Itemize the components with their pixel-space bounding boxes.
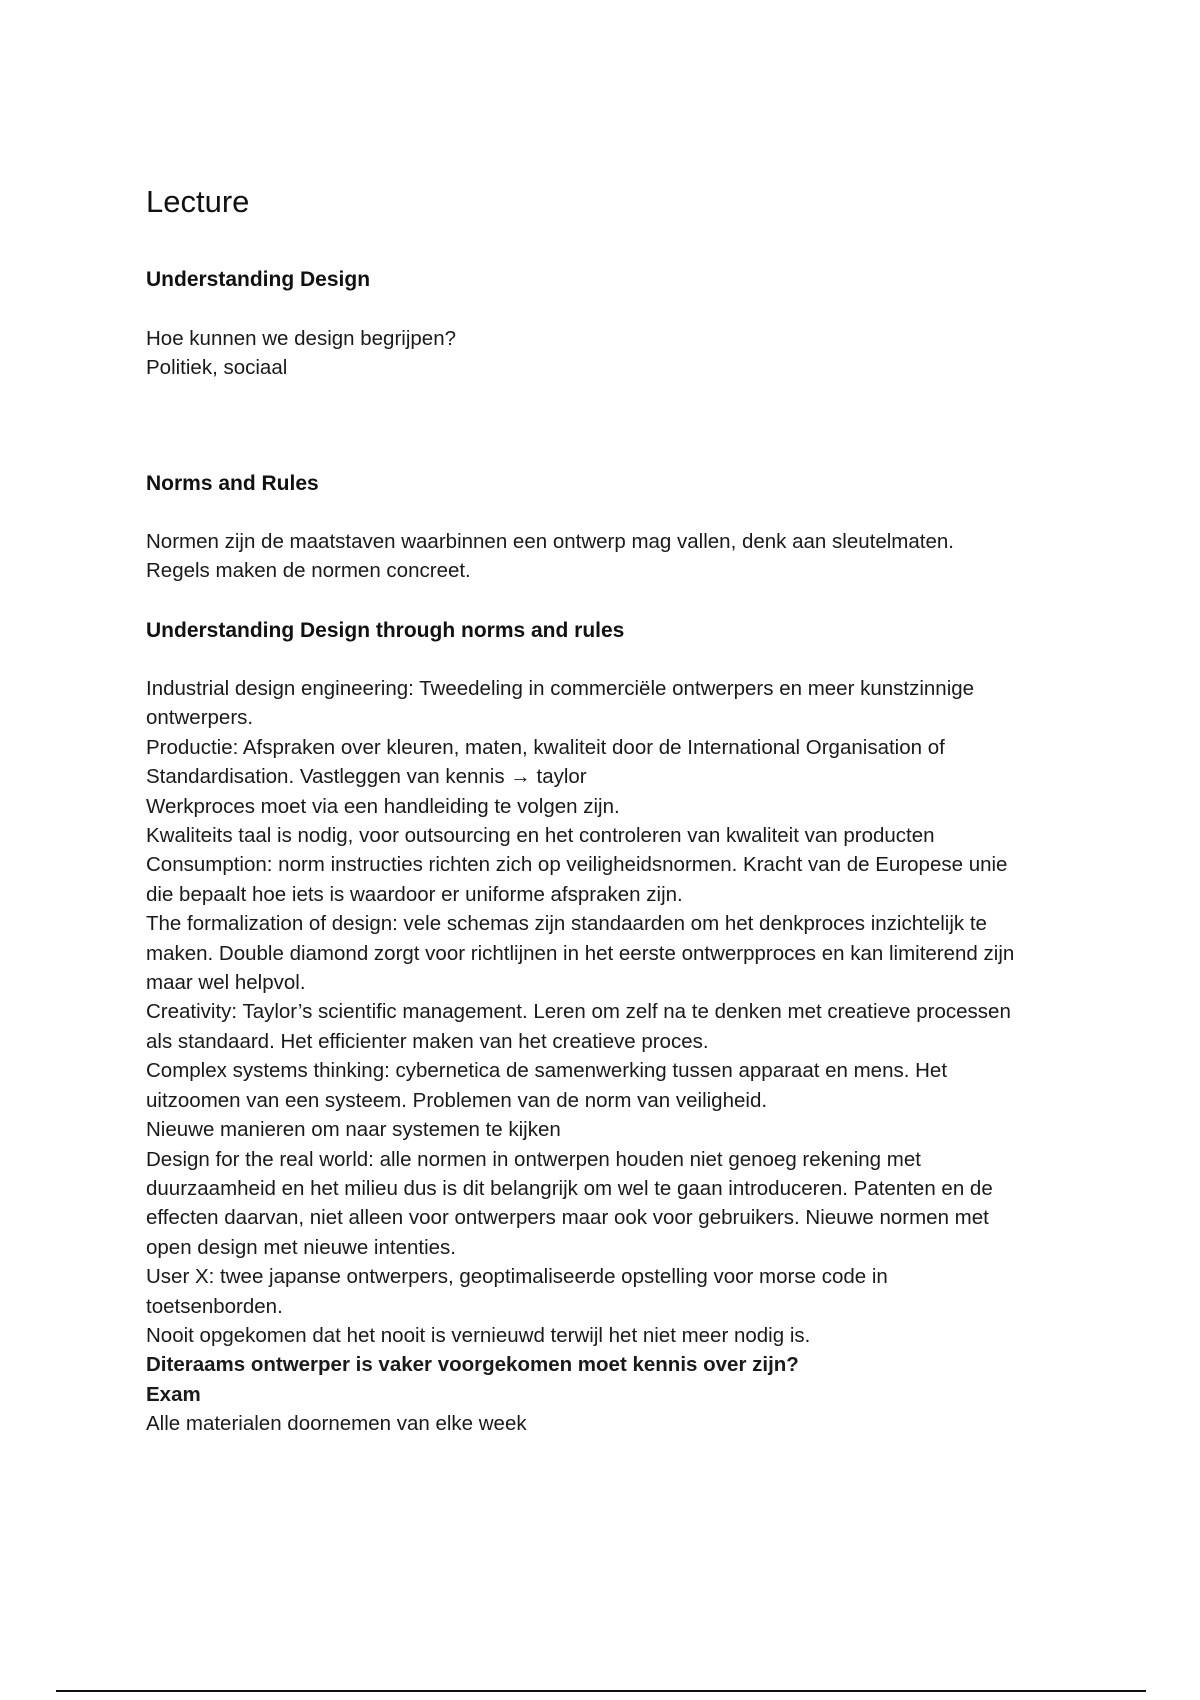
section-body-understanding-design [146,324,1106,383]
body-line: als standaard. Het efficienter maken van het creatieve proces. [146,1029,709,1053]
body-line: Productie: Afspraken over kleuren, maten, kwaliteit door de International Organisation of [146,735,945,759]
body-line: Design for the real world: alle normen in ontwerpen houden niet genoeg rekening met [146,1147,921,1171]
body-line: maken. Double diamond zorgt voor richtlijnen in het eerste ontwerpproces en kan limiterend zijn [146,941,1015,965]
body-line: Consumption: norm instructies richten zich op veiligheidsnormen. Kracht van de Europese unie [146,853,1008,877]
body-line: Regels maken de normen concreet. [146,559,471,583]
body-line: effecten daarvan, niet alleen voor ontwerpers maar ook voor gebruikers. Nieuwe normen met [146,1206,989,1230]
exam-heading: Exam [146,1382,201,1406]
body-line: Complex systems thinking: cybernetica de samenwerking tussen apparaat en mens. Het [146,1059,948,1083]
page-title: Lecture [146,184,250,219]
body-line: ontwerpers. [146,706,254,730]
section-heading-understanding-design: Understanding Design [146,268,371,291]
body-line: maar wel helpvol. [146,971,306,995]
body-line: Creativity: Taylor’s scientific management. Leren om zelf na te denken met creatieve processen [146,1000,1011,1024]
body-line: User X: twee japanse ontwerpers, geoptimaliseerde opstelling voor morse code in [146,1265,888,1289]
footer-divider [56,1690,1146,1692]
exam-line: Alle materialen doornemen van elke week [146,1412,527,1436]
body-line: Standardisation. Vastleggen van kennis → taylor [146,765,587,789]
body-line: uitzoomen van een systeem. Problemen van de norm van veiligheid. [146,1088,768,1112]
body-line: Werkproces moet via een handleiding te volgen zijn. [146,794,620,818]
section-body-norms-and-rules [146,527,1106,586]
body-line: Kwaliteits taal is nodig, voor outsourcing en het controleren van kwaliteit van producten [146,824,935,848]
body-line: die bepaalt hoe iets is waardoor er uniforme afspraken zijn. [146,882,683,906]
body-line: open design met nieuwe intenties. [146,1235,456,1259]
body-line: Politiek, sociaal [146,356,288,380]
body-line: Normen zijn de maatstaven waarbinnen een ontwerp mag vallen, denk aan sleutelmaten. [146,530,954,553]
body-line: toetsenborden. [146,1294,283,1318]
body-line: Hoe kunnen we design begrijpen? [146,327,457,350]
body-line: The formalization of design: vele schemas zijn standaarden om het denkproces inzichtelijk te [146,912,987,936]
body-line: Nooit opgekomen dat het nooit is vernieuwd terwijl het niet meer nodig is. [146,1323,811,1347]
section-body-design-through-norms [146,674,1106,1439]
body-line: duurzaamheid en het milieu dus is dit belangrijk om wel te gaan introduceren. Patenten en de [146,1176,993,1200]
bold-question: Diteraams ontwerper is vaker voorgekomen moet kennis over zijn? [146,1353,799,1377]
section-heading-norms-and-rules: Norms and Rules [146,472,319,495]
body-line: Nieuwe manieren om naar systemen te kijken [146,1118,561,1142]
body-line: Industrial design engineering: Tweedeling in commerciële ontwerpers en meer kunstzinnige [146,677,975,700]
section-heading-design-through-norms: Understanding Design through norms and rules [146,619,625,642]
